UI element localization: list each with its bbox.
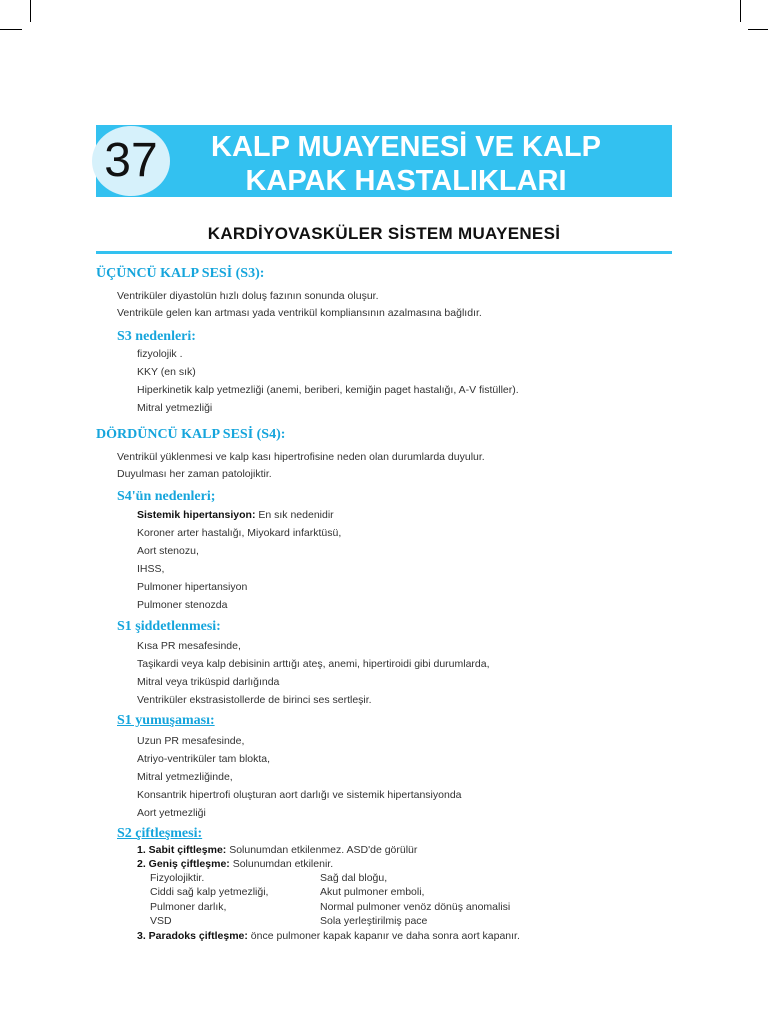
s2-wide-cause-right: Normal pulmoner venöz dönüş anomalisi	[320, 901, 511, 913]
s4-cause: Pulmoner hipertansiyon	[137, 581, 248, 593]
s3-cause: Mitral yetmezliği	[137, 402, 213, 414]
s2-item-fixed-rest: Solunumdan etkilenmez. ASD'de görülür	[226, 844, 418, 856]
s1-soft-line: Uzun PR mesafesinde,	[137, 735, 245, 747]
s3-causes-heading: S3 nedenleri:	[117, 329, 196, 344]
s3-cause: KKY (en sık)	[137, 366, 196, 378]
s2-item-wide-bold: 2. Geniş çiftleşme:	[137, 858, 230, 870]
s4-cause-primary-bold: Sistemik hipertansiyon:	[137, 509, 256, 521]
s2-wide-cause-right: Sağ dal bloğu,	[320, 872, 388, 884]
s1-loud-line: Mitral veya triküspid darlığında	[137, 676, 280, 688]
s3-line: Ventriküler diyastolün hızlı doluş fazının sonunda oluşur.	[117, 290, 379, 302]
chapter-title	[176, 130, 636, 198]
chapter-title-line2: KAPAK HASTALIKLARI	[245, 165, 567, 197]
s1-soft-line: Konsantrik hipertrofi oluşturan aort darlığı ve sistemik hipertansiyonda	[137, 789, 462, 801]
s3-line: Ventriküle gelen kan artması yada ventrikül kompliansının azalmasına bağlıdır.	[117, 307, 482, 319]
s2-item-wide-rest: Solunumdan etkilenir.	[229, 858, 334, 870]
s2-item-paradox-bold: 3. Paradoks çiftleşme:	[137, 930, 248, 942]
s4-causes-heading: S4'ün nedenleri;	[117, 489, 216, 504]
s2-item-fixed	[137, 844, 417, 856]
s1-loud-line: Taşikardi veya kalp debisinin arttığı ateş, anemi, hipertiroidi gibi durumlarda,	[137, 658, 490, 670]
s1-soft-heading: S1 yumuşaması:	[117, 713, 215, 728]
section-divider	[96, 251, 672, 254]
s4-line: Duyulması her zaman patolojiktir.	[117, 468, 272, 480]
s4-cause: Pulmoner stenozda	[137, 599, 228, 611]
section-title: KARDİYOVASKÜLER SİSTEM MUAYENESİ	[207, 224, 561, 243]
s2-item-paradox	[137, 930, 520, 942]
s4-cause: Koroner arter hastalığı, Miyokard infarktüsü,	[137, 527, 342, 539]
crop-mark	[0, 29, 22, 30]
s4-cause: Aort stenozu,	[137, 545, 199, 557]
s2-wide-cause-left: Ciddi sağ kalp yetmezliği,	[150, 886, 269, 898]
s4-cause: IHSS,	[137, 563, 165, 575]
s3-cause: fizyolojik .	[137, 348, 183, 360]
s2-wide-cause-left: VSD	[150, 915, 172, 927]
s2-item-fixed-bold: 1. Sabit çiftleşme:	[137, 844, 227, 856]
s1-soft-line: Aort yetmezliği	[137, 807, 206, 819]
s1-soft-line: Atriyo-ventriküler tam blokta,	[137, 753, 271, 765]
s2-wide-cause-right: Sola yerleştirilmiş pace	[320, 915, 428, 927]
s2-heading: S2 çiftleşmesi:	[117, 826, 203, 841]
s2-item-paradox-rest: önce pulmoner kapak kapanır ve daha sonra aort kapanır.	[247, 930, 520, 942]
chapter-title-line1: KALP MUAYENESİ VE KALP	[211, 131, 601, 163]
s1-loud-line: Kısa PR mesafesinde,	[137, 640, 241, 652]
s2-wide-cause-left: Fizyolojiktir.	[150, 872, 205, 884]
s2-wide-cause-left: Pulmoner darlık,	[150, 901, 227, 913]
crop-mark	[740, 0, 741, 22]
crop-mark	[30, 0, 31, 22]
s3-heading: ÜÇÜNCÜ KALP SESİ (S3):	[96, 266, 265, 281]
s4-cause-primary	[137, 509, 334, 521]
s1-loud-line: Ventriküler ekstrasistollerde de birinci ses sertleşir.	[137, 694, 372, 706]
s1-soft-line: Mitral yetmezliğinde,	[137, 771, 233, 783]
s4-heading: DÖRDÜNCÜ KALP SESİ (S4):	[96, 427, 286, 442]
s2-item-wide	[137, 858, 333, 870]
s1-loud-heading: S1 şiddetlenmesi:	[117, 619, 221, 634]
chapter-number: 37	[104, 134, 158, 187]
crop-mark	[748, 29, 768, 30]
s2-wide-cause-right: Akut pulmoner emboli,	[320, 886, 425, 898]
s4-cause-primary-rest: En sık nedenidir	[255, 509, 334, 521]
s4-line: Ventrikül yüklenmesi ve kalp kası hipertrofisine neden olan durumlarda duyulur.	[117, 451, 485, 463]
s3-cause: Hiperkinetik kalp yetmezliği (anemi, beriberi, kemiğin paget hastalığı, A-V fistüller).	[137, 384, 519, 396]
